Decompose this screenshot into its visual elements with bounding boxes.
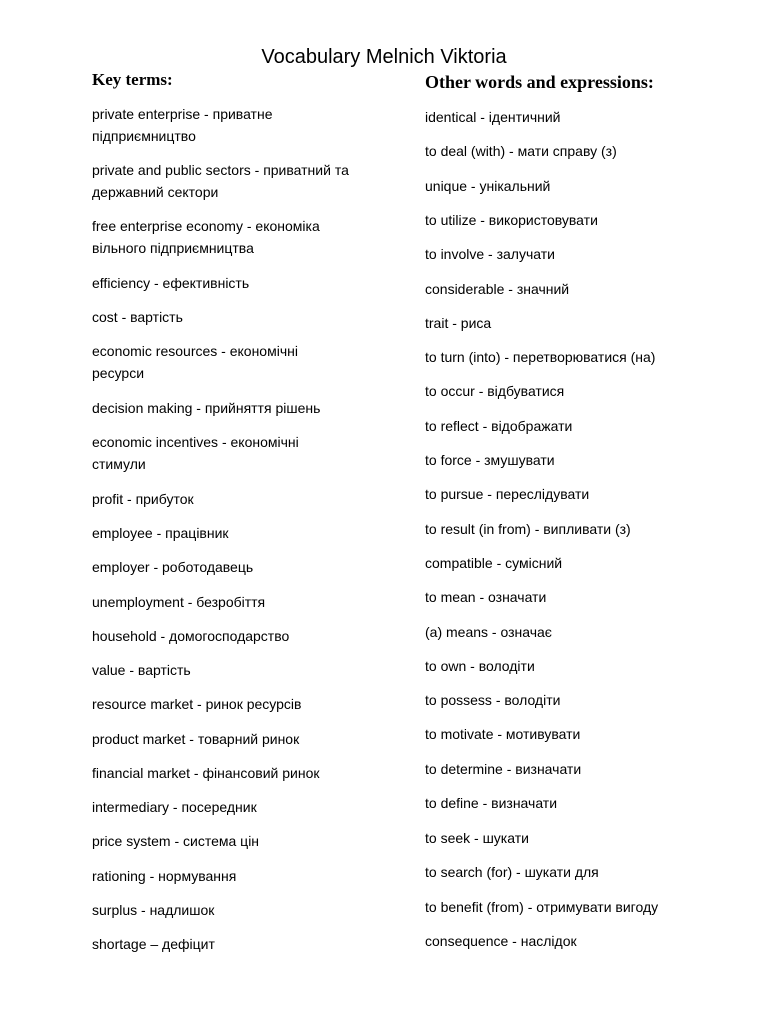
- list-item: [92, 159, 349, 203]
- other-words-heading: Other words and expressions:: [425, 72, 654, 92]
- list-item: to reflect - відображати: [425, 418, 573, 434]
- list-item: to search (for) - шукати для: [425, 864, 599, 880]
- term-line: economic resources - економічні: [92, 343, 298, 359]
- list-item: to mean - означати: [425, 589, 547, 605]
- list-item: to determine - визначати: [425, 761, 582, 777]
- list-item: [92, 431, 299, 475]
- list-item: shortage – дефіцит: [92, 936, 215, 952]
- list-item: to occur - відбуватися: [425, 383, 565, 399]
- list-item: intermediary - посередник: [92, 799, 257, 815]
- list-item: [92, 103, 272, 147]
- list-item: trait - риса: [425, 315, 492, 331]
- list-item: to motivate - мотивувати: [425, 726, 581, 742]
- list-item: identical - ідентичний: [425, 109, 561, 125]
- term-line-continued: підприємництво: [92, 128, 196, 144]
- list-item: unique - унікальний: [425, 178, 551, 194]
- term-line: private and public sectors - приватний та: [92, 162, 349, 178]
- list-item: to define - визначати: [425, 795, 558, 811]
- term-line-continued: стимули: [92, 456, 146, 472]
- list-item: household - домогосподарство: [92, 628, 290, 644]
- list-item: to utilize - використовувати: [425, 212, 598, 228]
- list-item: unemployment - безробіття: [92, 594, 266, 610]
- term-line-continued: вільного підприємництва: [92, 240, 254, 256]
- list-item: to result (in from) - випливати (з): [425, 521, 631, 537]
- list-item: to force - змушувати: [425, 452, 555, 468]
- list-item: value - вартість: [92, 662, 191, 678]
- list-item: decision making - прийняття рішень: [92, 400, 321, 416]
- list-item: rationing - нормування: [92, 868, 237, 884]
- list-item: to involve - залучати: [425, 246, 555, 262]
- list-item: financial market - фінансовий ринок: [92, 765, 320, 781]
- list-item: to benefit (from) - отримувати вигоду: [425, 899, 659, 915]
- list-item: to turn (into) - перетворюватися (на): [425, 349, 656, 365]
- list-item: compatible - сумісний: [425, 555, 563, 571]
- term-line: free enterprise economy - економіка: [92, 218, 320, 234]
- list-item: price system - система цін: [92, 833, 260, 849]
- list-item: resource market - ринок ресурсів: [92, 696, 302, 712]
- list-item: to own - володіти: [425, 658, 535, 674]
- key-terms-heading: Key terms:: [92, 70, 173, 89]
- list-item: consequence - наслідок: [425, 933, 577, 949]
- list-item: (a) means - означає: [425, 624, 552, 640]
- list-item: efficiency - ефективність: [92, 275, 250, 291]
- list-item: considerable - значний: [425, 281, 570, 297]
- list-item: surplus - надлишок: [92, 902, 215, 918]
- list-item: [92, 340, 298, 384]
- list-item: employer - роботодавець: [92, 559, 254, 575]
- list-item: cost - вартість: [92, 309, 183, 325]
- term-line: economic incentives - економічні: [92, 434, 299, 450]
- term-line-continued: ресурси: [92, 365, 145, 381]
- list-item: to pursue - переслідувати: [425, 486, 590, 502]
- list-item: to possess - володіти: [425, 692, 561, 708]
- list-item: to seek - шукати: [425, 830, 529, 846]
- list-item: [92, 215, 320, 259]
- list-item: product market - товарний ринок: [92, 731, 300, 747]
- page-title: Vocabulary Melnich Viktoria: [261, 46, 507, 68]
- term-line-continued: державний сектори: [92, 184, 219, 200]
- term-line: private enterprise - приватне: [92, 106, 273, 122]
- list-item: profit - прибуток: [92, 491, 194, 507]
- list-item: employee - працівник: [92, 525, 229, 541]
- list-item: to deal (with) - мати справу (з): [425, 143, 617, 159]
